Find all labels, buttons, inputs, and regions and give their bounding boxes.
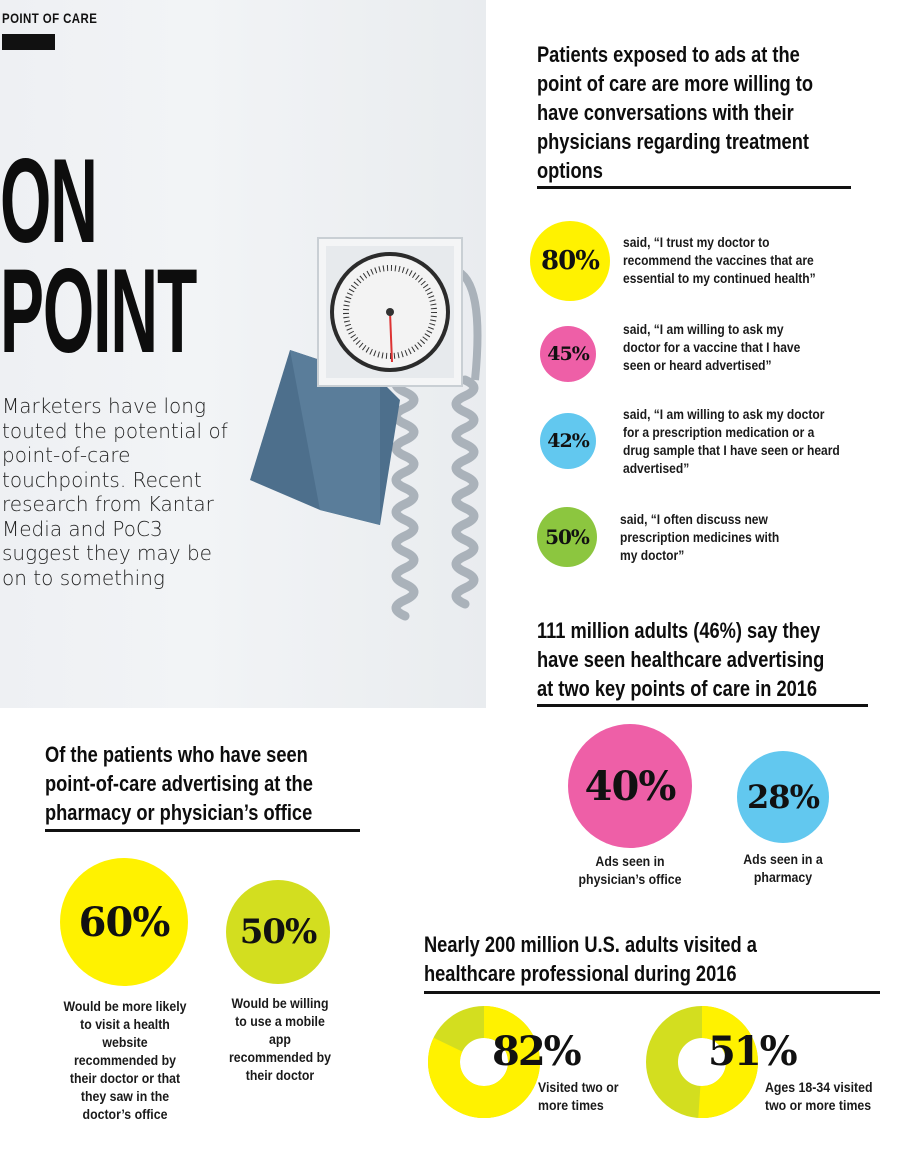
donut-label-82: Visited two or more times	[538, 1079, 619, 1113]
stat-quote-50: said, “I often discuss new prescription medicines with my doctor”	[620, 511, 780, 563]
stat-circle-60: 60%	[60, 858, 188, 986]
section-tag-bar	[2, 34, 55, 50]
headline-line-1: ON	[0, 134, 97, 268]
section2-heading: 111 million adults (46%) say they have seen healthcare advertising at two key points of care in 2016	[537, 618, 825, 701]
caption-pharmacy: Ads seen in a pharmacy	[743, 851, 823, 885]
section3-heading: Of the patients who have seen point-of-care advertising at the pharmacy or physician’s office	[45, 742, 313, 825]
section1-rule	[537, 186, 851, 189]
section4-heading: Nearly 200 million U.S. adults visited a healthcare professional during 2016	[424, 932, 757, 986]
caption-mobile-app: Would be willing to use a mobile app recommended by their doctor	[228, 995, 332, 1083]
section2-rule	[537, 704, 868, 707]
stat-quote-80: said, “I trust my doctor to recommend the vaccines that are essential to my continued health”	[623, 234, 816, 286]
headline	[0, 134, 197, 378]
section4-rule	[424, 991, 880, 994]
stat-quote-45: said, “I am willing to ask my doctor for a vaccine that I have seen or heard advertised”	[623, 321, 801, 373]
blood-pressure-gauge-image	[230, 230, 486, 670]
donut-value-82: 82%	[492, 1028, 580, 1075]
stat-circle-80: 80%	[530, 221, 610, 301]
donut-label-51: Ages 18-34 visited two or more times	[765, 1079, 873, 1113]
stat-circle-40: 40%	[568, 724, 692, 848]
intro-text: Marketers have long touted the potential of point-of-care touchpoints. Recent research from Kantar Media and PoC3 suggest they may be on to something	[2, 394, 228, 590]
donut-value-51: 51%	[708, 1028, 796, 1075]
headline-line-2: POINT	[0, 244, 197, 378]
section3-rule	[45, 829, 360, 832]
caption-physician-office: Ads seen in physician’s office	[578, 853, 682, 887]
stat-circle-50-green: 50%	[537, 507, 597, 567]
section1-heading: Patients exposed to ads at the point of care are more willing to have conversations with their physicians regarding treatment options	[537, 42, 813, 183]
stat-quote-42: said, “I am willing to ask my doctor for a prescription medication or a drug sample that I have seen or heard advertised”	[623, 406, 840, 476]
stat-circle-50-lime: 50%	[226, 880, 330, 984]
section-tag: POINT OF CARE	[2, 10, 98, 26]
caption-health-website: Would be more likely to visit a health website recommended by their doctor or that they saw in the doctor’s office	[63, 998, 187, 1122]
stat-circle-28: 28%	[737, 751, 829, 843]
stat-circle-45: 45%	[540, 326, 596, 382]
stat-circle-42: 42%	[540, 413, 596, 469]
